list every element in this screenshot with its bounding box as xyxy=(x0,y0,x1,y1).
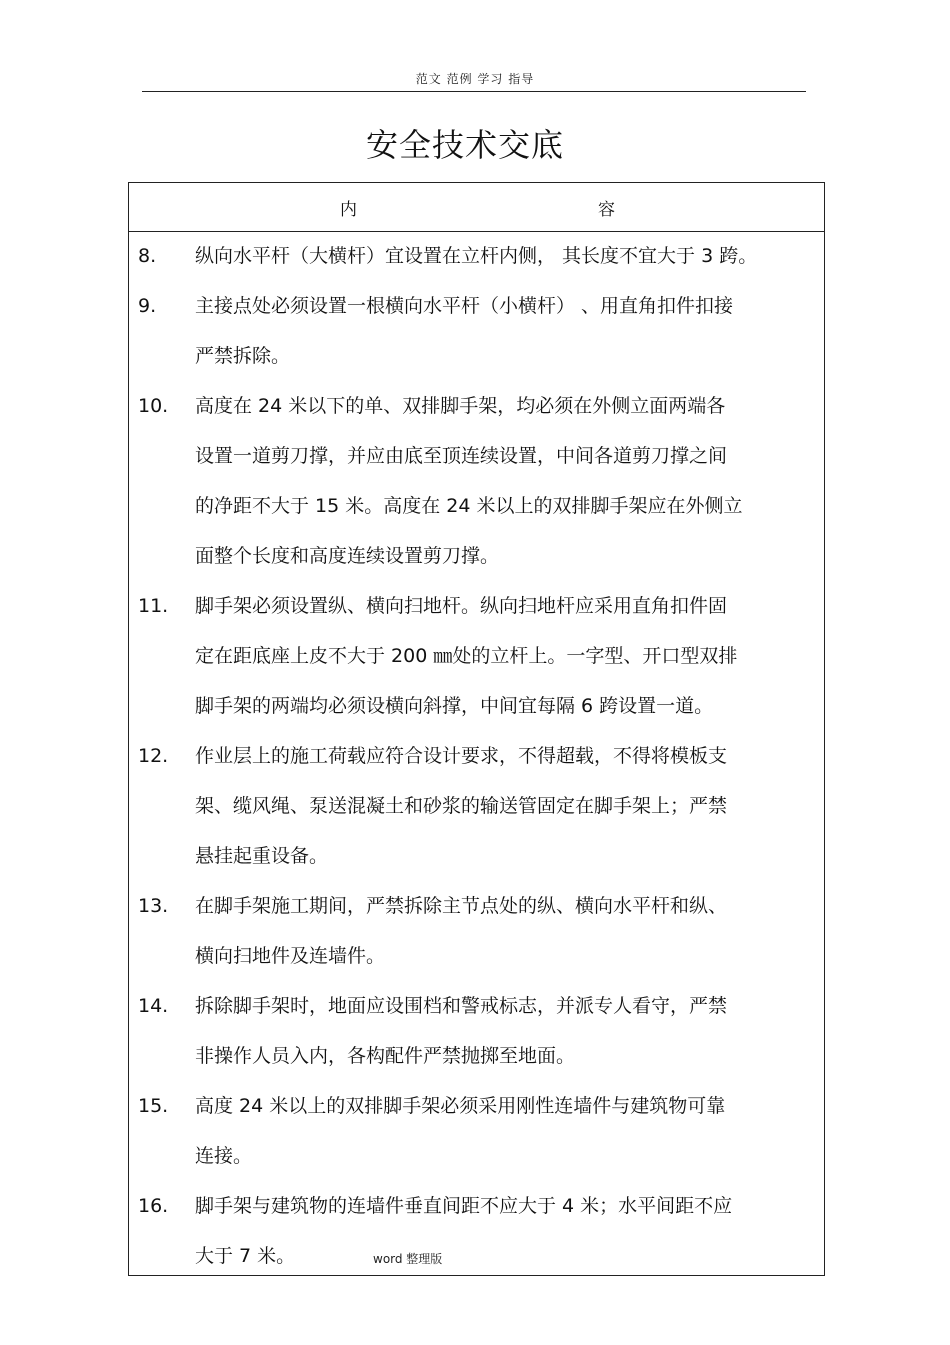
list-item xyxy=(0,281,950,381)
header-rule xyxy=(142,91,806,92)
column-header-nei: 内 xyxy=(340,200,357,220)
item-text-line: 在脚手架施工期间，严禁拆除主节点处的纵、横向水平杆和纵、 xyxy=(195,895,728,917)
item-text-line: 脚手架的两端均必须设横向斜撑，中间宜每隔 6 跨设置一道。 xyxy=(195,695,714,717)
item-number: 16. xyxy=(138,1195,169,1217)
item-text-line: 的净距不大于 15 米。高度在 24 米以上的双排脚手架应在外侧立 xyxy=(195,495,743,517)
item-text-line: 作业层上的施工荷载应符合设计要求，不得超载，不得将模板支 xyxy=(195,745,728,767)
item-text-line: 横向扫地件及连墙件。 xyxy=(195,945,386,967)
item-text-line: 主接点处必须设置一根横向水平杆（小横杆） 、用直角扣件扣接 xyxy=(195,295,734,317)
list-item xyxy=(0,981,950,1081)
item-text-line: 定在距底座上皮不大于 200 ㎜处的立杆上。一字型、开口型双排 xyxy=(195,645,738,667)
item-text-line: 脚手架必须设置纵、横向扫地杆。纵向扫地杆应采用直角扣件固 xyxy=(195,595,728,617)
list-item xyxy=(0,731,950,881)
list-item xyxy=(0,881,950,981)
item-number: 15. xyxy=(138,1095,169,1117)
list-item xyxy=(0,1081,950,1181)
item-text-line: 严禁拆除。 xyxy=(195,345,291,367)
item-number: 8. xyxy=(138,245,157,267)
item-text-line: 连接。 xyxy=(195,1145,253,1167)
item-text-line: 非操作人员入内，各构配件严禁抛掷至地面。 xyxy=(195,1045,576,1067)
page-header-text: 范文 范例 学习 指导 xyxy=(415,72,535,86)
document-title: 安全技术交底 xyxy=(365,126,564,164)
list-item xyxy=(0,231,950,281)
item-number: 10. xyxy=(138,395,169,417)
item-text-line: 拆除脚手架时，地面应设围档和警戒标志，并派专人看守，严禁 xyxy=(195,995,728,1017)
item-text-line: 架、缆风绳、泵送混凝土和砂浆的输送管固定在脚手架上；严禁 xyxy=(195,795,728,817)
column-header-rong: 容 xyxy=(598,200,615,220)
list-item xyxy=(0,581,950,731)
item-text-line: 大于 7 米。 xyxy=(195,1245,296,1267)
footer-note: word 整理版 xyxy=(373,1252,443,1266)
item-text-line: 悬挂起重设备。 xyxy=(195,845,329,867)
item-number: 9. xyxy=(138,295,157,317)
item-number: 11. xyxy=(138,595,169,617)
item-list xyxy=(0,231,950,1281)
item-number: 12. xyxy=(138,745,169,767)
item-text-line: 高度在 24 米以下的单、双排脚手架，均必须在外侧立面两端各 xyxy=(195,395,726,417)
list-item xyxy=(0,381,950,581)
column-header-row xyxy=(129,183,824,232)
item-number: 14. xyxy=(138,995,169,1017)
item-text-line: 面整个长度和高度连续设置剪刀撑。 xyxy=(195,545,500,567)
list-item xyxy=(0,1181,950,1281)
item-text-line: 设置一道剪刀撑，并应由底至顶连续设置，中间各道剪刀撑之间 xyxy=(195,445,728,467)
item-number: 13. xyxy=(138,895,169,917)
item-text-line: 脚手架与建筑物的连墙件垂直间距不应大于 4 米；水平间距不应 xyxy=(195,1195,733,1217)
item-text-line: 高度 24 米以上的双排脚手架必须采用刚性连墙件与建筑物可靠 xyxy=(195,1095,726,1117)
item-text-line: 纵向水平杆（大横杆）宜设置在立杆内侧， 其长度不宜大于 3 跨。 xyxy=(195,245,758,267)
